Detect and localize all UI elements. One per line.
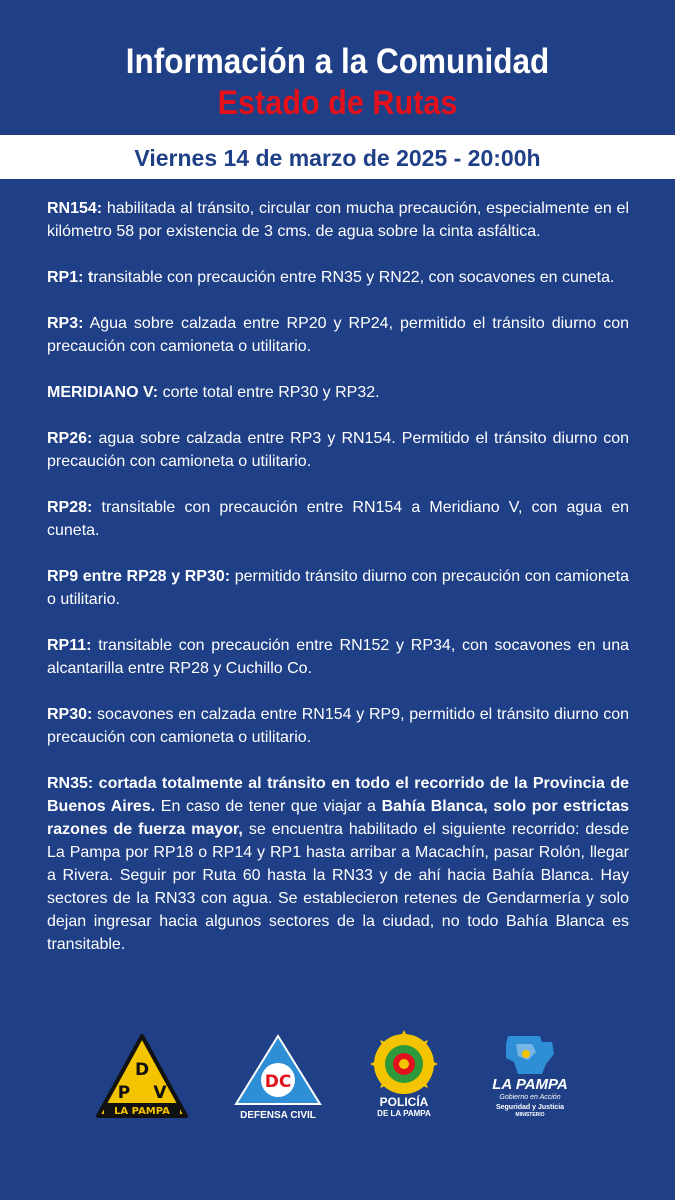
road-item-rp30 [47, 703, 629, 749]
road-item-rp26 [47, 427, 629, 473]
road-item-rp9 [47, 565, 629, 611]
road-item-rp1 [47, 266, 629, 289]
road-text: transitable con precaución entre RN152 y RP34, con socavones en una alcantarilla entre RP28 y Cuchillo Co. [47, 637, 629, 677]
road-label: RN154: [47, 200, 103, 217]
road-label: RP30: [47, 706, 93, 723]
road-text: socavones en calzada entre RN154 y RP9, permitido el tránsito diurno con precaución con camioneta o utilitario. [47, 706, 629, 746]
road-text: transitable con precaución entre RN154 a Meridiano V, con agua en cuneta. [47, 499, 629, 539]
road-text: habilitada al tránsito, circular con mucha precaución, especialmente en el kilómetro 58 por existencia de 3 cms. de agua sobre la cinta asfáltica. [47, 200, 629, 240]
la-pampa-name: LA PAMPA [492, 1076, 568, 1093]
road-status-list [47, 197, 629, 979]
road-label: RP9 entre RP28 y RP30: [47, 568, 231, 585]
date-text: Viernes 14 de marzo de 2025 - 20:00h [134, 145, 541, 171]
dpv-letter-p: P [117, 1083, 131, 1103]
road-item-rp3 [47, 312, 629, 358]
dpv-name: LA PAMPA [114, 1106, 170, 1117]
police-star-icon [344, 1030, 464, 1094]
policia-name: POLICÍA [379, 1095, 429, 1109]
road-label: RP3: [47, 315, 84, 332]
la-pampa-tagline: Gobierno en Acción [499, 1094, 561, 1101]
page-subtitle: Estado de Rutas [217, 84, 458, 122]
road-item-rn35 [47, 772, 629, 956]
road-text: Agua sobre calzada entre RP20 y RP24, permitido el tránsito diurno con precaución con camioneta o utilitario. [47, 315, 629, 355]
road-label: RN35: cortada totalmente al tránsito en todo el recorrido de la Provincia de Buenos Aires. [47, 775, 629, 815]
road-text: permitido tránsito diurno con precaución con camioneta o utilitario. [47, 568, 629, 608]
road-label: RP11: [47, 637, 92, 654]
road-text: se encuentra habilitado el siguiente recorrido: desde La Pampa por RP18 o RP14 y RP1 hasta arribar a Macachín, pasar Rolón, llegar a Rivera. Seguir por Ruta 60 hasta la RN33 y de ahí hacia Bahía Blanca. Hay sectores de la RN33 con agua. Se establecieron retenes de Gendarmería y solo dejan ingresar hacia algunos sectores de la ciudad, no todo Bahía Blanca es transitable. [47, 821, 629, 953]
road-label: RP26: [47, 430, 93, 447]
dpv-logo [94, 1030, 190, 1122]
road-emphasis: Bahía Blanca, solo por estrictas razones de fuerza mayor, [47, 798, 629, 838]
la-pampa-gobierno-logo [470, 1030, 590, 1125]
policia-subname: DE LA PAMPA [377, 1109, 431, 1118]
dpv-triangle-icon [94, 1030, 190, 1122]
road-item-rp11 [47, 634, 629, 680]
dc-triangle-icon [218, 1030, 338, 1110]
defensa-civil-logo [218, 1030, 338, 1125]
road-item-rn154 [47, 197, 629, 243]
la-pampa-map-icon [470, 1030, 590, 1076]
dpv-letter-v: V [153, 1083, 167, 1103]
road-label: RP28: [47, 499, 93, 516]
page-title: Información a la Comunidad [125, 42, 550, 81]
road-text: ransitable con precaución entre RN35 y RN22, con socavones en cuneta. [93, 269, 615, 286]
road-item-meridiano-v [47, 381, 629, 404]
road-item-rp28 [47, 496, 629, 542]
policia-logo [344, 1030, 464, 1125]
road-text: corte total entre RP30 y RP32. [158, 384, 380, 401]
footer-logos [0, 1030, 675, 1130]
la-pampa-ministry-sub: MINISTERIO [515, 1112, 545, 1118]
road-text: En caso de tener que viajar a [155, 798, 382, 815]
road-label: MERIDIANO V: [47, 384, 159, 401]
road-text: agua sobre calzada entre RP3 y RN154. Permitido el tránsito diurno con precaución con camioneta o utilitario. [47, 430, 629, 470]
dc-name: DEFENSA CIVIL [240, 1110, 316, 1121]
header [0, 0, 675, 134]
dpv-letter-d: D [134, 1060, 150, 1080]
la-pampa-ministry: Seguridad y Justicia [495, 1104, 565, 1111]
date-bar [0, 135, 675, 179]
road-label: RP1: t [47, 269, 94, 286]
dc-badge: DC [264, 1072, 292, 1092]
